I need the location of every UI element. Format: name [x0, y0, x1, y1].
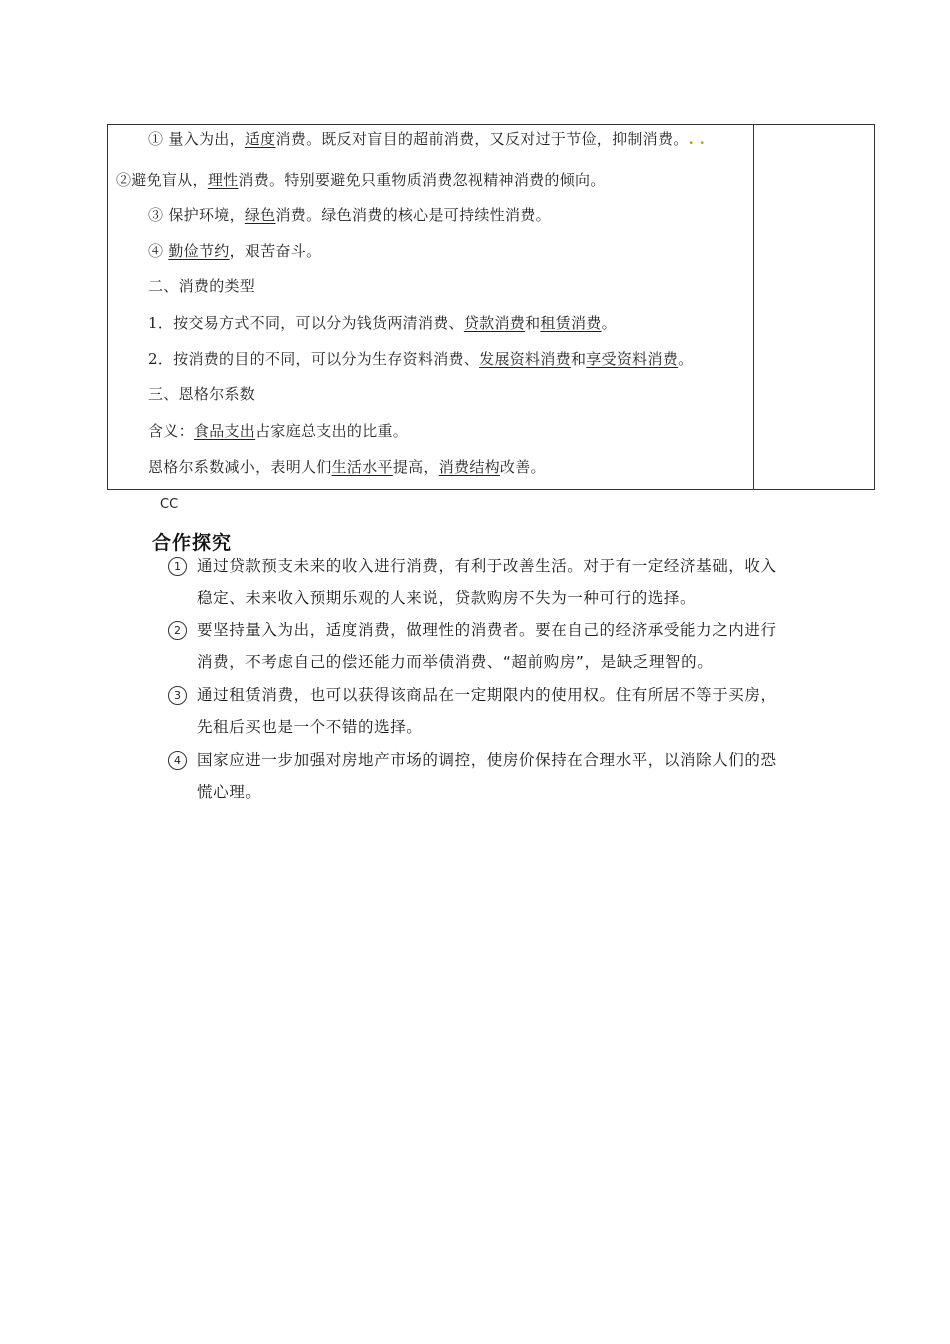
item-2-line-1: 要坚持量入为出，适度消费，做理性的消费者。要在自己的经济承受能力之内进行 — [197, 621, 777, 639]
row-7-underlined-1: 发展资料消费 — [479, 350, 571, 368]
row-6-text: 1．按交易方式不同，可以分为钱货两清消费、 — [148, 314, 464, 332]
row-9-underlined: 食品支出 — [193, 422, 256, 440]
item-4-number-circle: 4 — [168, 751, 187, 770]
table-row-2 — [116, 170, 606, 190]
table-right-cell-empty — [754, 125, 874, 489]
row-6-mid: 和 — [525, 314, 541, 332]
row-4-tail: ，艰苦奋斗。 — [229, 242, 322, 260]
row-10-underlined-1: 生活水平 — [331, 458, 393, 476]
table-row-3 — [148, 205, 551, 225]
row-1-underlined: 适度 — [244, 130, 276, 148]
item-3-number-circle: 3 — [168, 686, 187, 705]
item-1-line-1: 通过贷款预支未来的收入进行消费，有利于改善生活。对于有一定经济基础，收入 — [197, 557, 777, 575]
item-1-line-2: 稳定、未来收入预期乐观的人来说，贷款购房不失为一种可行的选择。 — [197, 589, 697, 607]
item-3-line-2: 先租后买也是一个不错的选择。 — [197, 718, 423, 736]
cooperation-title: 合作探究 — [152, 532, 233, 554]
row-2-text: ②避免盲从， — [116, 171, 208, 189]
row-7-underlined-2: 享受资料消费 — [586, 350, 679, 368]
table-row-6 — [148, 313, 617, 333]
row-1-tail: 消费。既反对盲目的超前消费，又反对过于节俭，抑制消费。 — [275, 130, 689, 148]
item-1-number-circle: 1 — [168, 557, 187, 576]
row-6-tail: 。 — [601, 314, 617, 332]
row-2-underlined: 理性 — [207, 171, 239, 189]
row-7-tail: 。 — [678, 350, 694, 368]
row-4-text: ④ — [148, 242, 169, 260]
row-6-underlined-1: 贷款消费 — [463, 314, 526, 332]
row-3-underlined: 绿色 — [244, 206, 276, 224]
row-2-tail: 消费。特别要避免只重物质消费忽视精神消费的倾向。 — [238, 171, 606, 189]
item-4-line-2: 慌心理。 — [197, 783, 262, 801]
row-9-text: 含义： — [148, 422, 194, 440]
table-row-10 — [148, 457, 546, 477]
table-row-9 — [148, 421, 408, 441]
row-10-mid: 提高， — [392, 458, 439, 476]
row-1-dots: . . — [688, 130, 706, 148]
item-3-line-1: 通过租赁消费，也可以获得该商品在一定期限内的使用权。住有所居不等于买房， — [197, 686, 777, 704]
row-10-tail: 改善。 — [499, 458, 546, 476]
row-10-text: 恩格尔系数减小，表明人们 — [148, 458, 332, 476]
item-2-number-circle: 2 — [168, 621, 187, 640]
row-7-mid: 和 — [570, 350, 587, 368]
table-row-8-heading — [148, 384, 255, 404]
row-7-text: 2．按消费的目的不同，可以分为生存资料消费、 — [148, 350, 480, 368]
row-5-text: 二、消费的类型 — [148, 277, 256, 295]
cc-label: CC — [160, 497, 179, 512]
row-3-text: ③ 保护环境， — [148, 206, 245, 224]
row-1-text: ① 量入为出， — [148, 130, 245, 148]
table-row-1 — [148, 129, 705, 149]
table-row-7 — [148, 349, 693, 369]
row-3-tail: 消费。绿色消费的核心是可持续性消费。 — [275, 206, 551, 224]
table-row-4 — [148, 241, 321, 261]
row-9-tail: 占家庭总支出的比重。 — [255, 422, 409, 440]
item-4-line-1: 国家应进一步加强对房地产市场的调控，使房价保持在合理水平，以消除人们的恐 — [197, 751, 777, 769]
row-10-underlined-2: 消费结构 — [438, 458, 500, 476]
row-8-text: 三、恩格尔系数 — [148, 385, 256, 403]
table-row-5-heading — [148, 276, 255, 296]
row-6-underlined-2: 租赁消费 — [540, 314, 602, 332]
content-table — [107, 124, 875, 490]
row-4-underlined: 勤俭节约 — [168, 242, 230, 260]
item-2-line-2: 消费，不考虑自己的偿还能力而举债消费、“超前购房”，是缺乏理智的。 — [197, 653, 714, 671]
